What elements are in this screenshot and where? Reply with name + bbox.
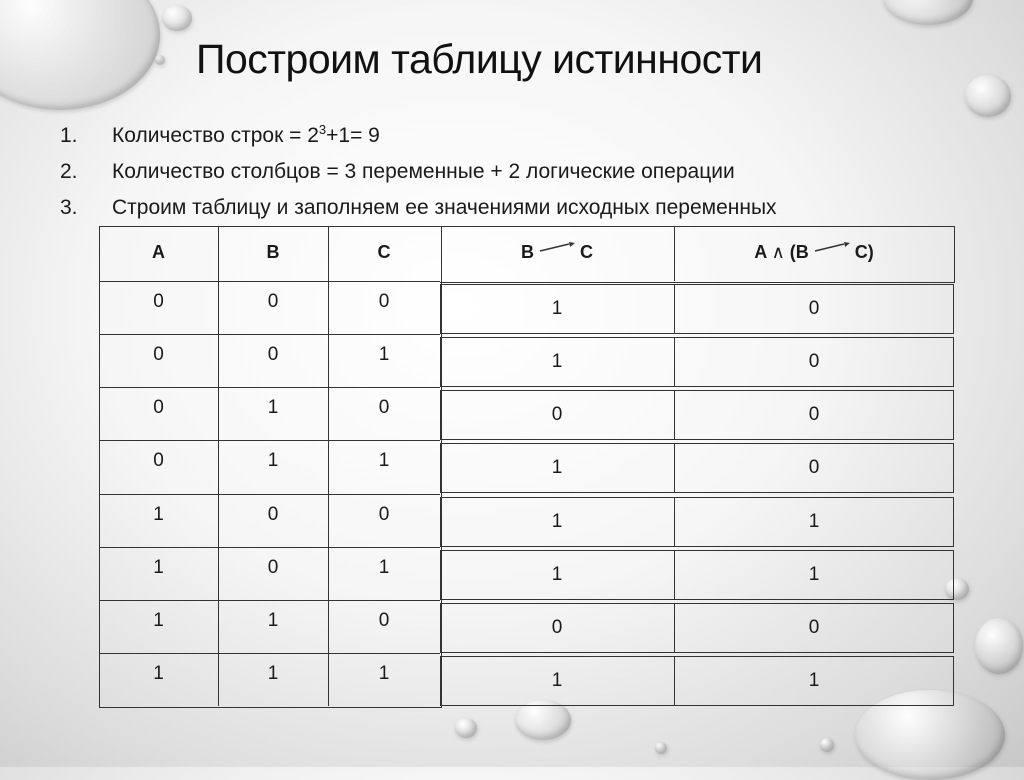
- cell-c: 1: [378, 556, 390, 578]
- header-implication-right: C: [580, 242, 594, 262]
- cell-conjunction: 1: [808, 510, 820, 532]
- row-divider: [99, 494, 440, 495]
- water-drop-decoration: [820, 738, 834, 752]
- water-drop-decoration: [0, 0, 160, 110]
- list-text: Строим таблицу и заполняем ее значениями исходных переменных: [112, 196, 777, 219]
- cell-implication: 1: [551, 563, 563, 585]
- header-conjunction-right: C): [854, 242, 874, 262]
- cell-implication: 1: [551, 510, 563, 532]
- header-conjunction-left: A: [754, 242, 767, 262]
- cell-b: 0: [267, 556, 279, 578]
- list-item: [60, 118, 777, 154]
- cell-conjunction: 0: [808, 404, 820, 426]
- header-conjunction-mid: (B: [789, 242, 809, 262]
- row-divider: [99, 600, 440, 601]
- water-drop-decoration: [965, 75, 1011, 117]
- list-text: Количество строк = 2: [112, 124, 319, 147]
- cell-b: 0: [267, 344, 279, 366]
- cell-a: 0: [153, 344, 164, 366]
- water-drop-decoration: [515, 700, 571, 740]
- cell-conjunction: 0: [808, 298, 820, 319]
- page-title: Построим таблицу истинности: [196, 36, 763, 82]
- row-divider: [99, 334, 440, 335]
- instruction-list: [60, 118, 777, 226]
- cell-a: 1: [153, 503, 164, 525]
- cell-c: 1: [378, 344, 390, 366]
- cell-b: 1: [267, 609, 279, 631]
- water-drop-decoration: [455, 718, 477, 738]
- cell-a: 0: [153, 450, 164, 472]
- list-item: [60, 154, 777, 190]
- list-number: 1.: [60, 124, 78, 147]
- cell-implication: 0: [551, 404, 563, 426]
- row-divider: [99, 547, 440, 548]
- cell-conjunction: 0: [808, 457, 820, 479]
- cell-conjunction: 1: [808, 669, 820, 691]
- header-implication-left: B: [520, 242, 534, 262]
- cell-implication: 1: [551, 351, 563, 373]
- implication-arrow-icon: [539, 242, 575, 254]
- header-b: B: [266, 242, 280, 262]
- water-drop-decoration: [155, 55, 165, 65]
- cell-c: 1: [378, 450, 390, 472]
- water-drop-decoration: [655, 742, 667, 754]
- implication-arrow-icon: [814, 242, 850, 254]
- row-divider: [99, 387, 440, 388]
- cell-b: 1: [267, 450, 279, 472]
- row-divider: [99, 653, 440, 654]
- cell-c: 0: [378, 503, 390, 525]
- cell-conjunction: 0: [808, 351, 820, 373]
- header-a: A: [152, 242, 165, 262]
- cell-b: 1: [267, 397, 279, 419]
- cell-c: 0: [378, 609, 390, 631]
- cell-a: 1: [153, 609, 164, 631]
- cell-implication: 1: [551, 669, 563, 691]
- list-text-suffix: +1= 9: [326, 124, 380, 147]
- header-conjunction: [674, 226, 954, 278]
- cell-conjunction: 1: [808, 563, 820, 585]
- list-number: 3.: [60, 196, 78, 219]
- cell-c: 0: [378, 397, 390, 419]
- cell-implication: 1: [551, 298, 563, 319]
- list-item: [60, 190, 777, 226]
- list-text: Количество столбцов = 3 переменные + 2 логические операции: [112, 160, 735, 183]
- cell-c: 1: [378, 662, 390, 684]
- cell-b: 0: [267, 291, 279, 312]
- cell-conjunction: 0: [808, 616, 820, 638]
- cell-b: 0: [267, 503, 279, 525]
- header-c: C: [377, 242, 391, 262]
- conjunction-symbol: ∧: [771, 242, 785, 262]
- cell-c: 0: [378, 291, 390, 312]
- list-number: 2.: [60, 160, 78, 183]
- cell-implication: 0: [551, 616, 563, 638]
- water-drop-decoration: [162, 5, 192, 31]
- cell-implication: 1: [551, 457, 563, 479]
- cell-a: 0: [153, 291, 164, 312]
- cell-a: 1: [153, 662, 164, 684]
- cell-b: 1: [267, 662, 279, 684]
- header-implication: [440, 226, 674, 278]
- cell-a: 0: [153, 397, 164, 419]
- water-drop-decoration: [883, 0, 973, 25]
- cell-a: 1: [153, 556, 164, 578]
- row-divider: [99, 281, 440, 282]
- row-divider: [99, 440, 440, 441]
- water-drop-decoration: [975, 618, 1023, 674]
- exponent: 3: [318, 122, 327, 137]
